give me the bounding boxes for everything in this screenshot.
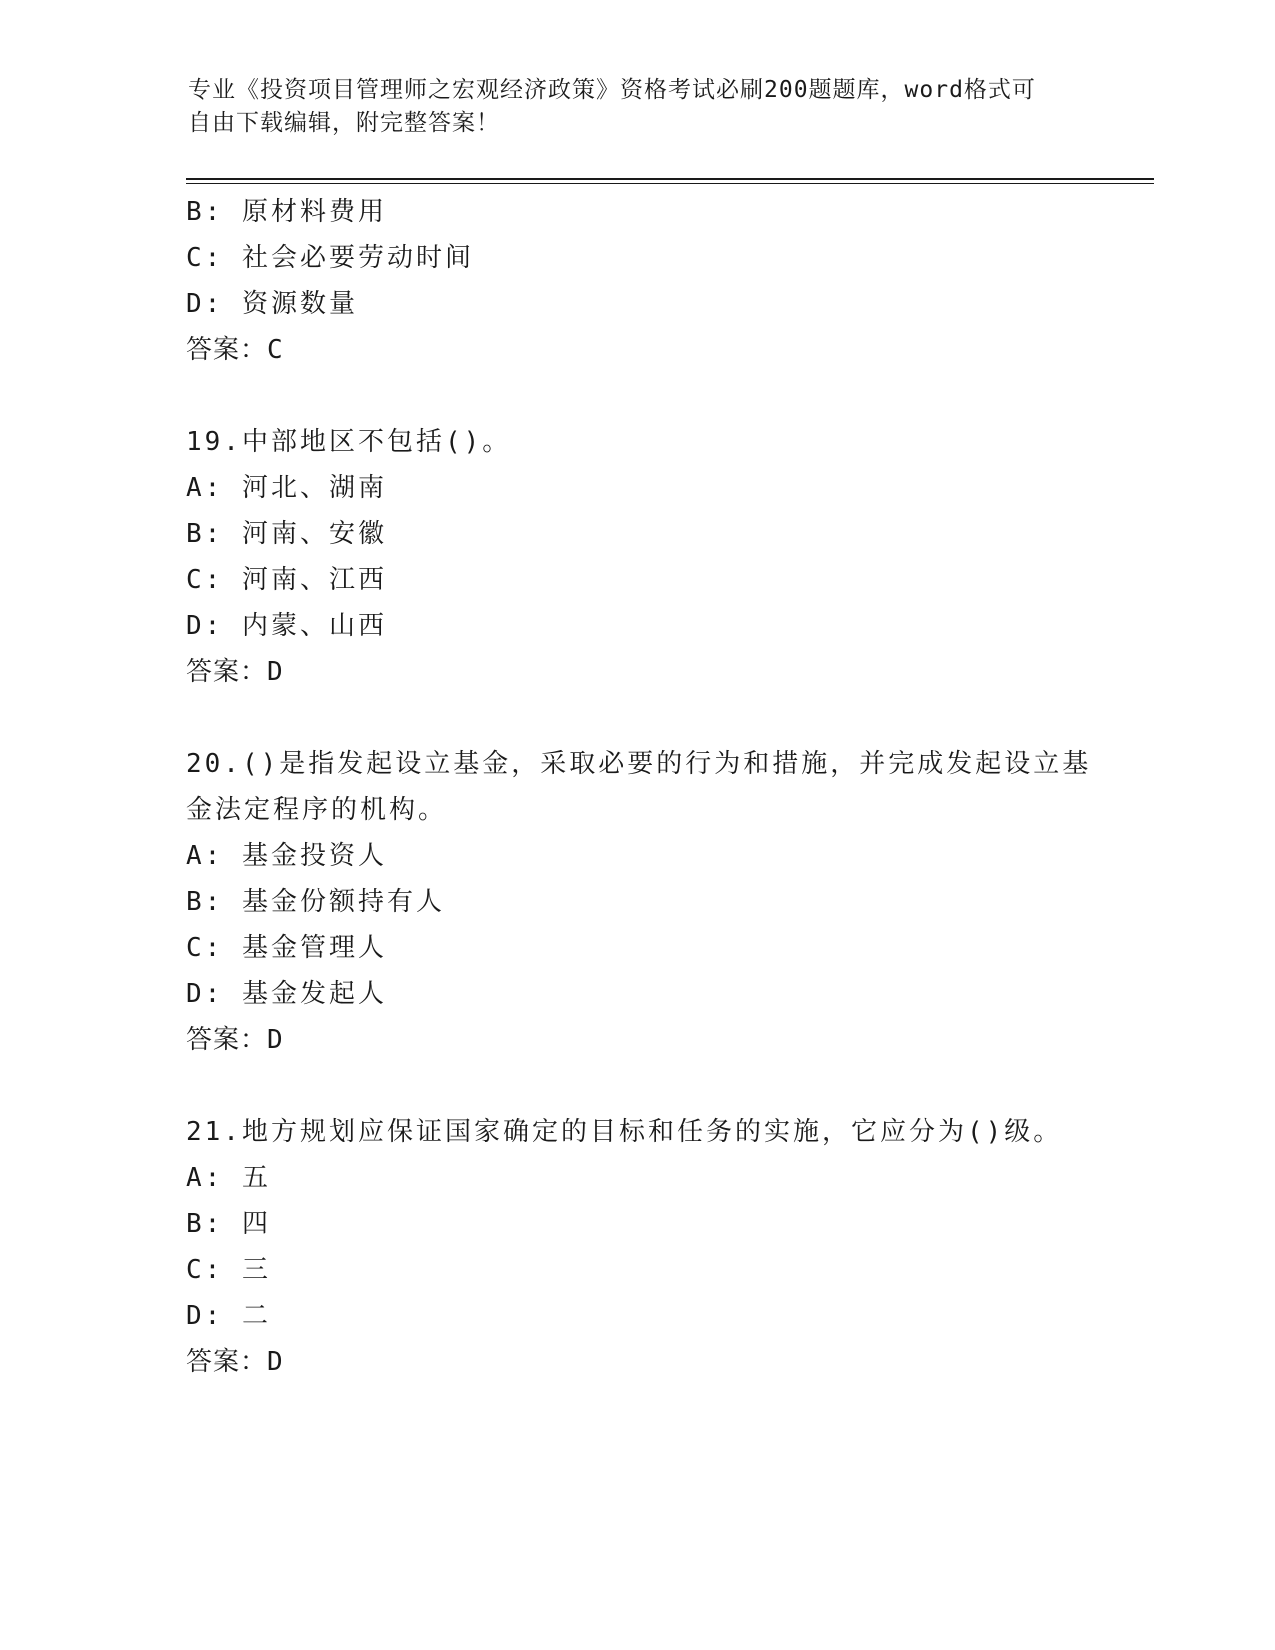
option-d: D: 资源数量 — [186, 289, 358, 319]
option-d: D: 内蒙、山西 — [186, 611, 387, 641]
option-b: B: 基金份额持有人 — [186, 887, 445, 917]
option-c: C: 河南、江西 — [186, 565, 387, 595]
option-d: D: 二 — [186, 1301, 271, 1331]
question-block-21 — [186, 1109, 1086, 1385]
option-b: B: 河南、安徽 — [186, 519, 387, 549]
answer-line: 答案：D — [186, 657, 284, 687]
document-header — [188, 74, 1068, 140]
header-divider-thick — [186, 178, 1154, 180]
question-spacer — [186, 1063, 1086, 1109]
answer-line: 答案：D — [186, 1025, 284, 1055]
header-divider-thin — [186, 183, 1154, 184]
option-c: C: 社会必要劳动时间 — [186, 243, 474, 273]
option-a: A: 基金投资人 — [186, 841, 387, 871]
question-block-19 — [186, 419, 1086, 695]
option-c: C: 基金管理人 — [186, 933, 387, 963]
question-text: 21.地方规划应保证国家确定的目标和任务的实施，它应分为()级。 — [186, 1117, 1063, 1147]
option-d: D: 基金发起人 — [186, 979, 387, 1009]
answer-line: 答案：C — [186, 335, 284, 365]
answer-line: 答案：D — [186, 1347, 284, 1377]
question-block-18 — [186, 189, 1086, 373]
question-spacer — [186, 695, 1086, 741]
question-text-line-2: 金法定程序的机构。 — [186, 795, 448, 825]
question-block-20 — [186, 741, 1092, 1063]
option-b: B: 原材料费用 — [186, 197, 387, 227]
header-line-1: 专业《投资项目管理师之宏观经济政策》资格考试必刷200题题库，word格式可 — [188, 77, 1036, 103]
option-a: A: 五 — [186, 1163, 271, 1193]
question-spacer — [186, 373, 1086, 419]
option-b: B: 四 — [186, 1209, 271, 1239]
option-a: A: 河北、湖南 — [186, 473, 387, 503]
question-text: 19.中部地区不包括()。 — [186, 427, 512, 457]
question-list — [186, 189, 1092, 1385]
question-text-line-1: 20.()是指发起设立基金，采取必要的行为和措施，并完成发起设立基 — [186, 749, 1092, 779]
header-line-2: 自由下载编辑，附完整答案！ — [188, 110, 500, 136]
option-c: C: 三 — [186, 1255, 271, 1285]
